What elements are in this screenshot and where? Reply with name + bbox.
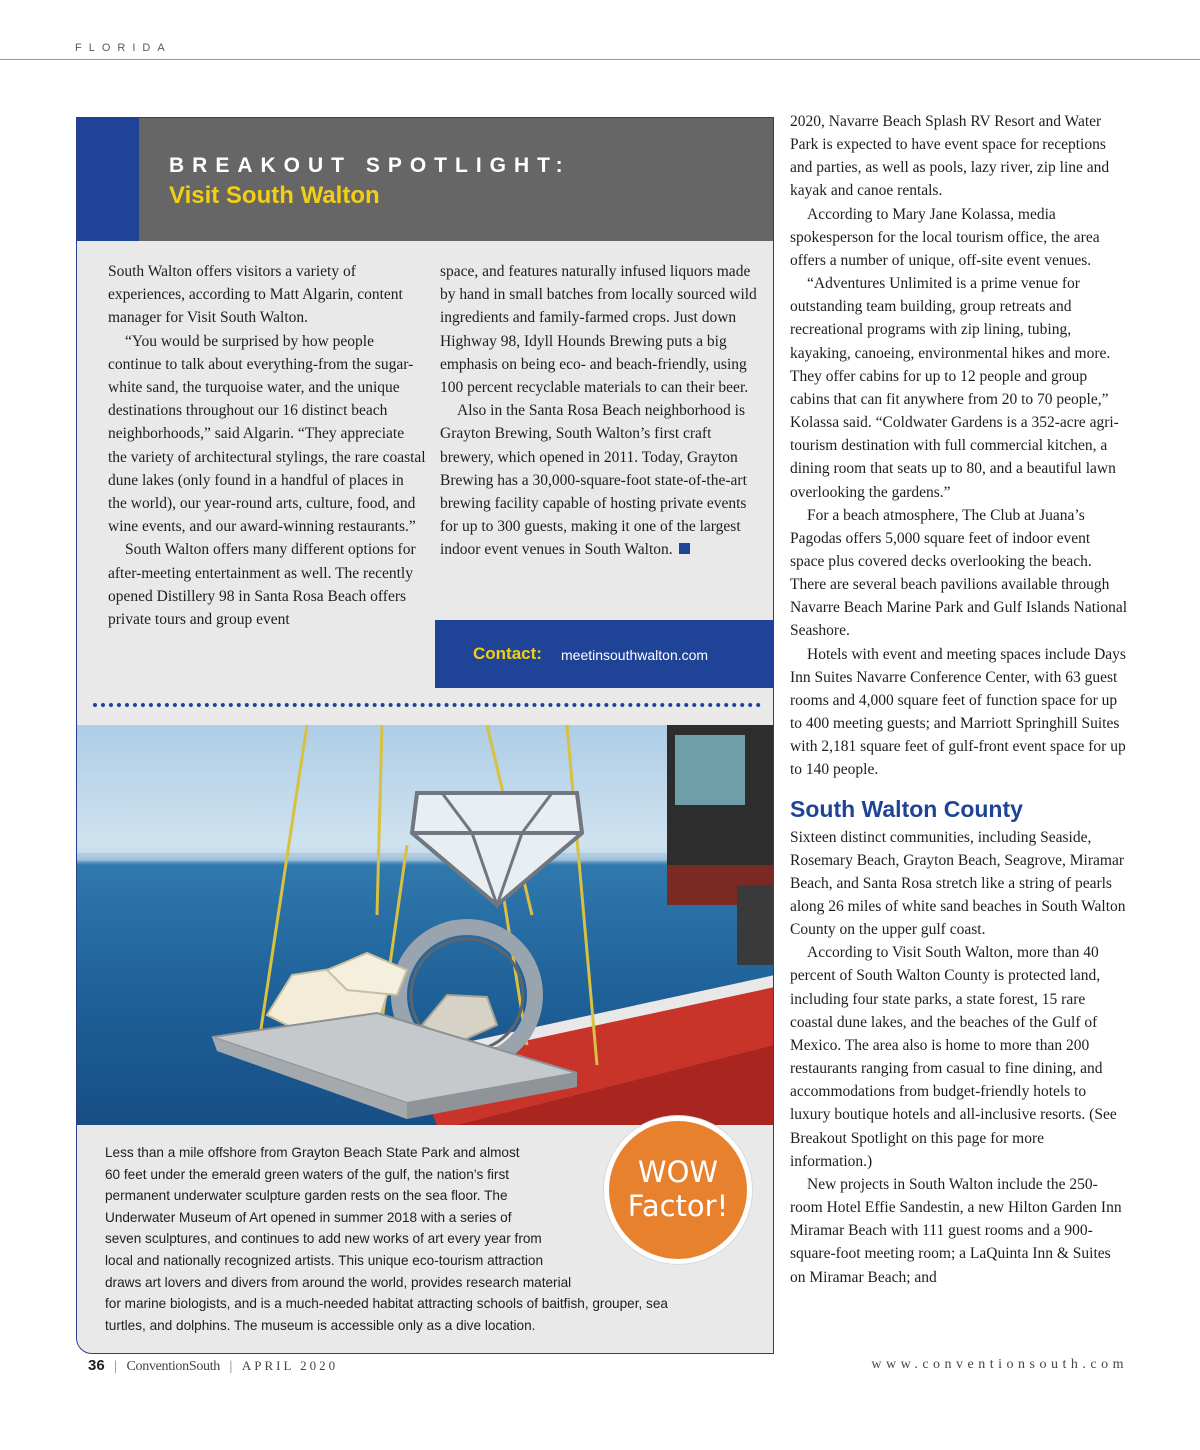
main-article-column: [790, 110, 1128, 1289]
sidebar-paragraph: South Walton offers visitors a variety of experiences, according to Matt Algarin, content manager for Visit South Walton.: [108, 263, 403, 327]
sidebar-paragraph-text: Also in the Santa Rosa Beach neighborhood is Grayton Brewing, South Walton’s first craft brewery, which opened in 2011. Today, Grayton Brewing has a 30,000-square-foot state-of-the-art brewing facility capable of hosting private events for up to 300 guests, making it one of the largest indoor event venues in South Walton.: [440, 402, 747, 559]
issue-date: APRIL 2020: [241, 1358, 339, 1373]
dotted-divider: [93, 703, 761, 707]
sidebar-column-1: [108, 260, 426, 631]
sidebar-paragraph-last: [440, 399, 760, 561]
magazine-name: ConventionSouth: [126, 1359, 221, 1374]
photo-caption-continued: [105, 1293, 745, 1336]
caption-line: permanent underwater sculpture garden rests on the sea floor. The: [105, 1188, 508, 1204]
sidebar-paragraph: South Walton offers many different options for after-meeting entertainment as well. The recently opened Distillery 98 in Santa Rosa Beach offers private tours and group event: [108, 541, 416, 629]
caption-line: turtles, and dolphins. The museum is accessible only as a dive location.: [105, 1317, 536, 1333]
badge-line-2: Factor!: [627, 1189, 729, 1223]
article-paragraph: Sixteen distinct communities, including Seaside, Rosemary Beach, Grayton Beach, Seagrove, Miramar Beach, and Santa Rosa stretch like a string of pearls along 26 miles of white sand beaches in South Walton County on the upper gulf coast.: [790, 828, 1126, 939]
end-of-story-mark: [679, 543, 690, 554]
article-paragraph: Hotels with event and meeting spaces include Days Inn Suites Navarre Conference Center, with 63 guest rooms and 4,000 square feet of function space for up to 400 meeting guests; and Marriott Springhill Suites with 2,181 square feet of gulf-front event space for up to 140 people.: [790, 645, 1126, 779]
section-heading: South Walton County: [790, 795, 1023, 822]
article-paragraph: According to Visit South Walton, more than 40 percent of South Walton County is protected land, including four state parks, a state forest, 15 rare coastal dune lakes, and the beaches of the Gulf of Mexico. The area also is home to more than 200 restaurants ranging from casual to fine dining, and accommodations from budget-friendly hotels to luxury boutique hotels and all-inclusive resorts. (See Breakout Spotlight on this page for more information.): [790, 944, 1117, 1170]
footer-website[interactable]: www.conventionsouth.com: [871, 1357, 1128, 1372]
ring-sculpture-illustration: [77, 725, 774, 1125]
footer-separator: |: [114, 1359, 117, 1374]
caption-line: 60 feet under the emerald green waters of the gulf, the nation’s first: [105, 1166, 510, 1182]
breakout-spotlight-sidebar: [76, 117, 774, 1354]
caption-line: local and nationally recognized artists. This unique eco-tourism attraction: [105, 1252, 544, 1268]
caption-line: for marine biologists, and is a much-needed habitat attracting schools of baitfish, grouper, sea: [105, 1296, 668, 1311]
sidebar-header: [139, 118, 773, 241]
wow-factor-badge: [604, 1116, 752, 1264]
caption-line: seven sculptures, and continues to add new works of art every year from: [105, 1231, 542, 1247]
sculpture-photo: [77, 725, 774, 1125]
article-paragraph: 2020, Navarre Beach Splash RV Resort and Water Park is expected to have event space for receptions and parties, as well as pools, lazy river, zip line and kayak and canoe rentals.: [790, 113, 1110, 200]
caption-line: Less than a mile offshore from Grayton Beach State Park and almost: [105, 1145, 520, 1160]
sidebar-column-2: [440, 260, 760, 562]
page-number: 36: [88, 1357, 105, 1374]
contact-box: [435, 620, 774, 688]
article-paragraph: New projects in South Walton include the 250-room Hotel Effie Sandestin, a new Hilton Garden Inn Miramar Beach with 111 guest rooms and a 900-square-foot meeting room; a LaQuinta Inn & Suites on Miramar Beach; and: [790, 1175, 1122, 1286]
contact-label: Contact:: [473, 644, 542, 663]
sidebar-title: Visit South Walton: [169, 182, 380, 209]
caption-line: Underwater Museum of Art opened in summer 2018 with a series of: [105, 1209, 512, 1225]
contact-link[interactable]: meetinsouthwalton.com: [561, 647, 709, 663]
sidebar-paragraph: “You would be surprised by how people continue to talk about everything-from the sugar-white sand, the turquoise water, and the unique destinations throughout our 16 distinct beach neighborhoods,” said Algarin. “They appreciate the variety of architectural stylings, the rare coastal dune lakes (only found in a handful of places in the world), our year-round arts, culture, food, and wine events, and our award-winning restaurants.”: [108, 332, 426, 536]
badge-line-1: WOW: [637, 1155, 719, 1189]
article-paragraph: For a beach atmosphere, The Club at Juana’s Pagodas offers 5,000 square feet of indoor event space plus covered decks overlooking the beach. There are several beach pavilions available through Navarre Beach Marine Park and Gulf Islands National Seashore.: [790, 506, 1128, 640]
sidebar-accent-tab: [77, 118, 139, 241]
header-rule: [0, 59, 1200, 60]
sidebar-kicker: BREAKOUT SPOTLIGHT:: [169, 154, 571, 177]
footer-separator: |: [229, 1359, 233, 1374]
sidebar-paragraph: space, and features naturally infused liquors made by hand in small batches from locally sourced wild ingredients and family-farmed crops. Just down Highway 98, Idyll Hounds Brewing puts a big emphasis on being eco- and beach-friendly, using 100 percent recyclable materials to can their beer.: [440, 263, 757, 397]
caption-line: draws art lovers and divers from around the world, provides research material: [105, 1274, 572, 1290]
section-label: FLORIDA: [75, 42, 172, 54]
article-paragraph: “Adventures Unlimited is a prime venue for outstanding team building, group retreats and recreational programs with zip lining, tubing, kayaking, canoeing, environmental hikes and more. They offer cabins for up to 12 people and group cabins that can fit anywhere from 20 to 70 people,” Kolassa said. “Coldwater Gardens is a 352-acre agri-tourism destination with full commercial kitchen, a dining room that seats up to 80, and a beautiful lawn overlooking the gardens.”: [790, 275, 1119, 501]
article-paragraph: According to Mary Jane Kolassa, media spokesperson for the local tourism office, the area offers a number of unique, off-site event venues.: [790, 205, 1100, 269]
footer-folio: [88, 1357, 338, 1375]
